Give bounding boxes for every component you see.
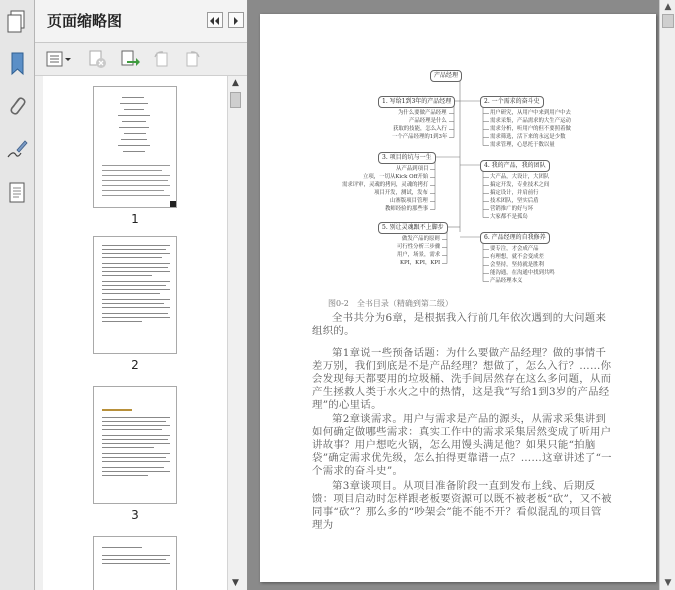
- pages-icon[interactable]: [5, 8, 29, 36]
- mindmap-leaf: 大产品，大设计，大团队: [490, 174, 550, 180]
- double-chevron-left-icon: [208, 14, 222, 28]
- figure-caption: 图0-2 全书目录（精确到第二级）: [328, 299, 453, 308]
- paragraph-1: 全书共分为6章，是根据我入行前几年依次遇到的大问题来组织的。: [312, 312, 607, 337]
- mindmap-leaf: 用户研究，从用户中来到用户中去: [490, 110, 571, 116]
- mindmap-leaf: 需求筛选，活下来的永远是少数: [490, 134, 566, 140]
- delete-page-icon[interactable]: [87, 49, 109, 69]
- thumbnail-page-number: 2: [131, 358, 139, 372]
- thumbnail-image: [93, 236, 177, 354]
- mindmap-leaf: 需求评审，灵魂的拷问，灵魂的拷打: [342, 182, 429, 188]
- mindmap-leaf: 会坚持，坚持就是胜利: [490, 262, 544, 268]
- mindmap-branch-6: 6. 产品经理的自我修养: [480, 232, 550, 244]
- bookmarks-icon[interactable]: [5, 50, 29, 78]
- document-view[interactable]: [249, 0, 659, 590]
- mindmap-leaf: 能沟通，在沟通中找到共鸣: [490, 270, 555, 276]
- mindmap-leaf: 需求采集，产品需求的大生产运动: [490, 118, 571, 124]
- scrollbar-thumb[interactable]: [230, 92, 241, 108]
- mindmap-leaf: 有理想，就不会变成差: [490, 254, 544, 260]
- mindmap-leaf: 需求分析，听用户的但不要照着做: [490, 126, 571, 132]
- mindmap-leaf: 搞定设计，并肩前行: [490, 190, 539, 196]
- thumbnail-toolbar: [35, 43, 247, 76]
- mindmap-leaf: 做发产品的原则: [402, 236, 440, 242]
- thumbnail-scrollbar[interactable]: [227, 76, 243, 590]
- mindmap-leaf: 从产品到项目: [396, 166, 429, 172]
- mindmap-leaf: KPI，KPI，KPI: [400, 260, 441, 266]
- page-thumbnail-3[interactable]: [93, 386, 177, 522]
- mindmap-leaf: 山寨版项目管理: [390, 198, 428, 204]
- mindmap-leaf: 产品经理本义: [490, 278, 523, 284]
- mindmap-root: 产品经理: [430, 70, 462, 82]
- layers-icon[interactable]: [5, 180, 29, 208]
- paragraph-3: 第2章谈需求。用户与需求是产品的源头，从需求采集讲到如何确定做哪些需求：真实工作中的需求采集居然变成了听用户讲故事？用户想吃火锅，怎么用馒头满足他？如果只能“拍脑袋”确定需求优先级，怎么拍得更靠谱一点？……这章讲述了“一个需求的奋斗史”。: [312, 413, 612, 477]
- collapse-panel-button[interactable]: [207, 12, 223, 28]
- page-thumbnails-panel: [35, 0, 248, 590]
- mindmap-branch-3: 3. 项目的坑与一生: [378, 152, 436, 164]
- mindmap-branch-2: 2. 一个需求的奋斗史: [480, 96, 544, 108]
- rotate-right-icon[interactable]: [181, 49, 203, 69]
- rotate-left-icon[interactable]: [151, 49, 173, 69]
- document-scrollbar[interactable]: [659, 0, 675, 590]
- mindmap-leaf: 需求管理，心思托于数以量: [490, 142, 555, 148]
- thumbnail-list: [43, 76, 227, 590]
- thumbnail-image: [93, 86, 177, 208]
- options-menu-icon[interactable]: [45, 49, 73, 69]
- attachments-icon[interactable]: [5, 92, 29, 120]
- mindmap-branch-4: 4. 我的产品，我的团队: [480, 160, 550, 172]
- mindmap-leaf: 立项，一切从Kick Off开始: [363, 174, 429, 180]
- scroll-down-icon[interactable]: ▼: [664, 578, 672, 588]
- expand-panel-button[interactable]: [228, 12, 244, 28]
- panel-header: [35, 0, 247, 43]
- mindmap-leaf: 一个产品经理的1到3年: [392, 134, 448, 140]
- paragraph-2: 第1章说一些预备话题：为什么要做产品经理？做的事情千差万别，我们到底是不是产品经理？想做了，怎么入行？……你会发现每天都要用的垃圾桶、洗手间居然存在这么多问题，从而产生拯救人类于水火之中的热情，这是我“写给1到3岁的产品经理”的心里话。: [312, 347, 612, 411]
- page-thumbnail-4[interactable]: [93, 536, 177, 590]
- scroll-up-icon[interactable]: ▲: [664, 2, 672, 12]
- panel-title: 页面缩略图: [47, 12, 123, 30]
- thumbnail-page-number: 1: [131, 212, 139, 226]
- signatures-icon[interactable]: [5, 136, 29, 164]
- scrollbar-thumb[interactable]: [662, 14, 674, 28]
- scroll-up-icon[interactable]: ▲: [232, 78, 239, 88]
- mindmap-leaf: 获取的技能，怎么入行: [393, 126, 447, 132]
- thumbnail-page-number: 3: [131, 508, 139, 522]
- chevron-right-icon: [229, 14, 243, 28]
- mindmap-leaf: 项目开发，测试，发布: [374, 190, 428, 196]
- insert-page-icon[interactable]: [119, 49, 141, 69]
- mindmap-leaf: 可行性分析三步骤: [397, 244, 441, 250]
- mindmap-leaf: 大家都不是孤岛: [490, 214, 528, 220]
- navigation-rail: [0, 0, 35, 590]
- scroll-down-icon[interactable]: ▼: [232, 578, 239, 588]
- mindmap-leaf: 教师经验的那些事: [385, 206, 429, 212]
- mindmap-leaf: 用户，场景，需求: [397, 252, 441, 258]
- mindmap-branch-5: 5. 别让灵魂跟不上脚步: [378, 222, 448, 234]
- page-thumbnail-2[interactable]: [93, 236, 177, 372]
- document-page: [260, 14, 656, 582]
- mindmap-leaf: 技术团队，坚实后盾: [490, 198, 539, 204]
- paragraph-4: 第3章谈项目。从项目准备阶段一直到发布上线、后期反馈：项目启动时怎样跟老板要资源可以既不被老板“砍”，又不被同事“砍”？那么多的“吵架会”能不能不开？看似混乱的项目管理为: [312, 480, 612, 531]
- page-thumbnail-1[interactable]: [93, 86, 177, 226]
- mindmap-branch-1: 1. 写给1到3年的产品经理: [378, 96, 455, 108]
- mindmap-leaf: 产品经理是什么: [409, 118, 447, 124]
- mindmap-leaf: 搞定开发，专业技术之间: [490, 182, 550, 188]
- mindmap-leaf: 要专注，才会成产品: [490, 246, 539, 252]
- mindmap-connectors: [260, 14, 656, 304]
- mindmap-leaf: 营销推广的好与坏: [490, 206, 534, 212]
- thumbnail-image: [93, 386, 177, 504]
- thumbnail-image: [93, 536, 177, 590]
- mindmap-leaf: 为什么要做产品经理: [398, 110, 447, 116]
